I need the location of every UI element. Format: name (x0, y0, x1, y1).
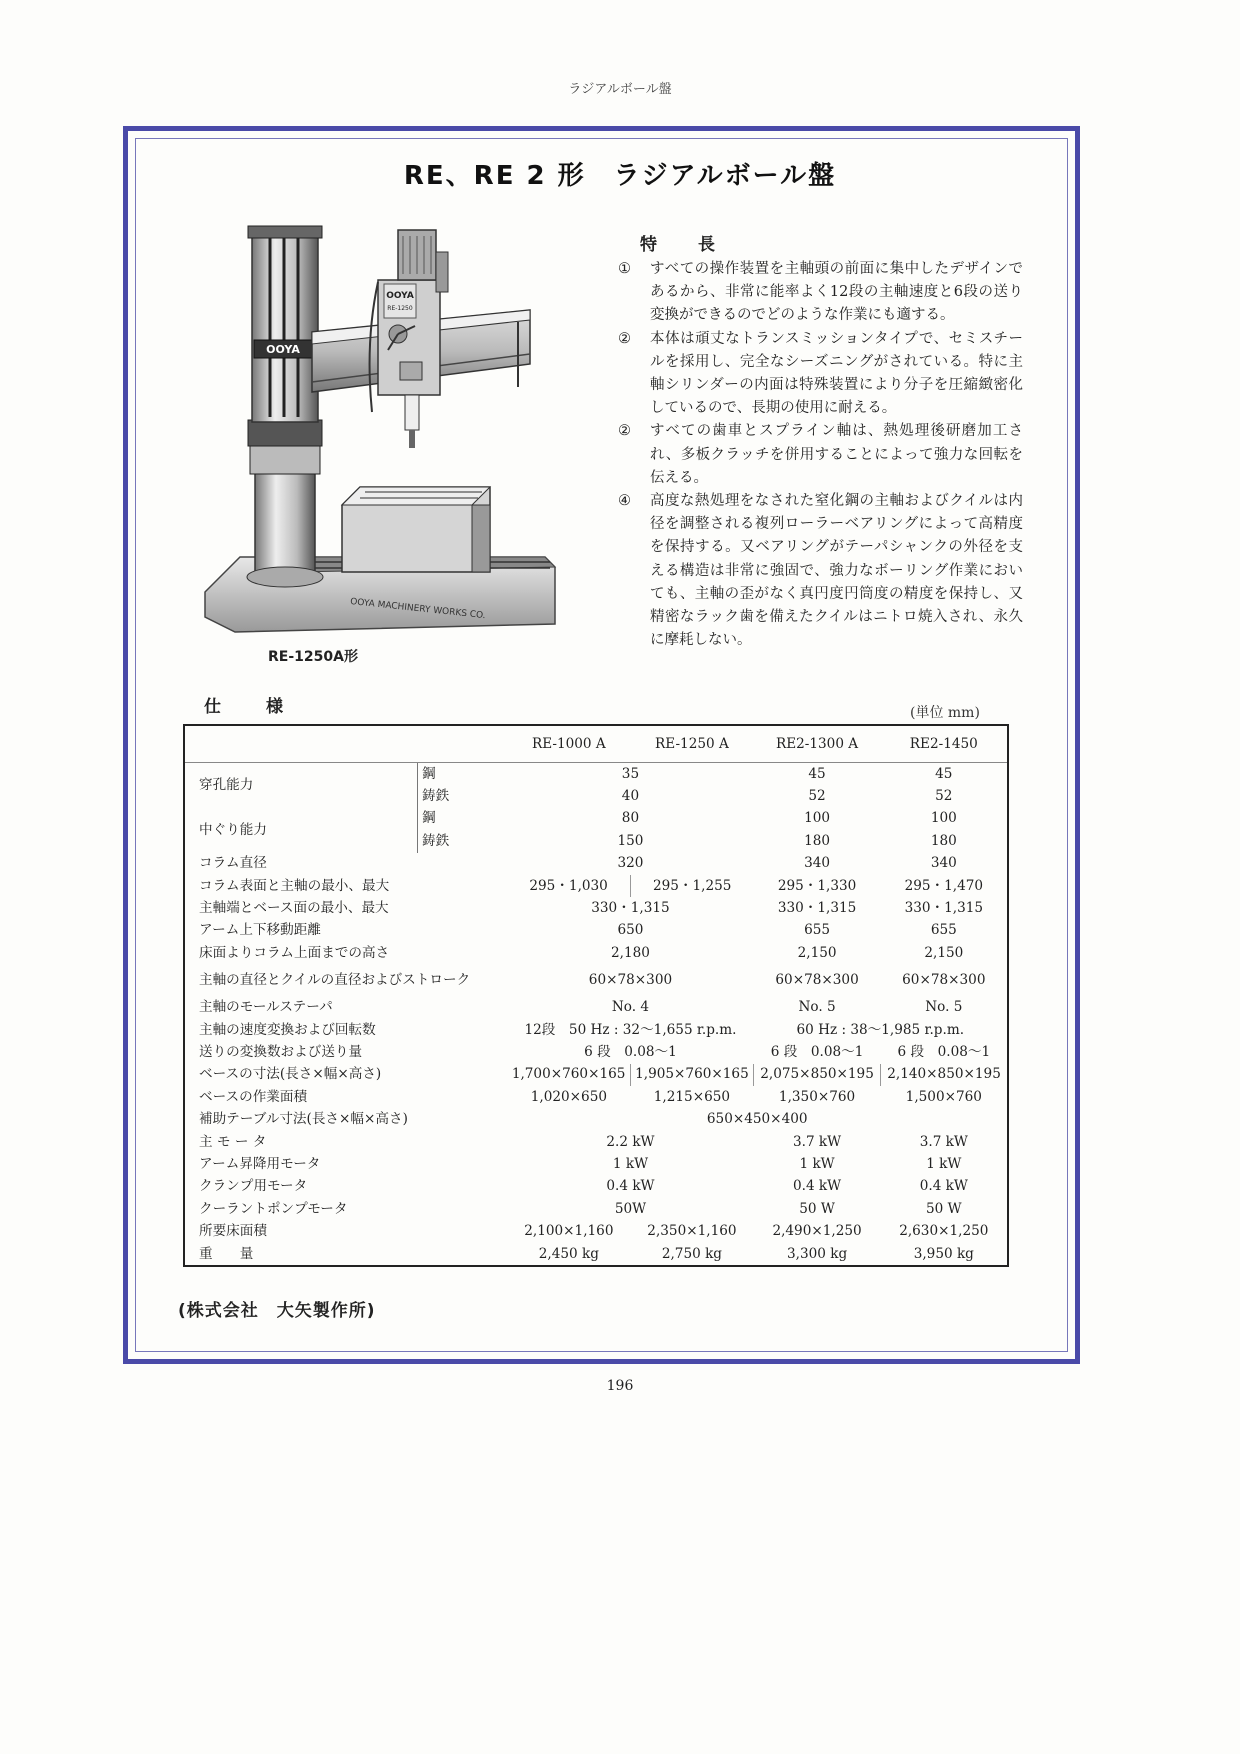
cell-value: 3,300 kg (786, 1245, 848, 1262)
table-row (184, 1220, 1008, 1242)
spec-table (183, 724, 1009, 1267)
cell-value: 1,215×650 (653, 1088, 731, 1105)
row-label: 床面よりコラム上面までの高さ (199, 944, 390, 961)
cell-value: 35 (621, 765, 640, 782)
row-label: コラム表面と主軸の最小、最大 (199, 877, 390, 894)
cell-value: 60×78×300 (902, 972, 986, 989)
cell-value: 2,180 (611, 944, 650, 961)
cell-value: 2,450 kg (538, 1245, 599, 1262)
table-row (184, 1064, 1008, 1086)
cell-value: 2,150 (797, 944, 837, 961)
material-label: 鋼 (418, 763, 508, 786)
cell-value: 60×78×300 (775, 972, 859, 989)
row-label: 主軸のモールステーパ (199, 999, 333, 1016)
cell-value: 1 kW (926, 1155, 962, 1172)
row-label: クランプ用モータ (199, 1178, 308, 1195)
feature-number: ② (618, 423, 631, 440)
cell-value: 3,950 kg (913, 1245, 974, 1262)
material-label: 鋳鉄 (418, 785, 508, 807)
cell-value: 1 kW (799, 1155, 835, 1172)
cell-value: 655 (804, 922, 831, 939)
table-row (184, 997, 1008, 1019)
cell-value: 295・1,030 (507, 875, 630, 897)
feature-text: すべての歯車とスプライン軸は、熱処理後研磨加工され、多板クラッチを併用することによって強力な回転を伝える。 (650, 423, 1023, 486)
cell-value: 0.4 kW (606, 1178, 655, 1195)
page-number: 196 (606, 1378, 634, 1394)
cell-value: 6 段 0.08〜1 (770, 1043, 864, 1060)
table-row (184, 1153, 1008, 1175)
spec-header-blank (184, 725, 507, 763)
row-label: 送りの変換数および送り量 (199, 1043, 363, 1060)
material-label: 鋳鉄 (418, 830, 508, 852)
feature-item (618, 490, 1023, 652)
cell-value: 2,140×850×195 (887, 1066, 1001, 1083)
cell-value: 2,150 (924, 944, 964, 961)
feature-number: ④ (618, 493, 631, 510)
cell-value: 100 (930, 810, 957, 827)
cell-value: 295・1,470 (904, 877, 984, 894)
cell-value: No. 4 (611, 999, 650, 1016)
row-label: アーム上下移動距離 (199, 922, 321, 939)
photo-caption: RE-1250A形 (268, 649, 358, 665)
cell-value: 3.7 kW (919, 1133, 968, 1150)
cell-value: 2,350×1,160 (647, 1223, 737, 1240)
cell-value: 0.4 kW (792, 1178, 842, 1195)
head-brand-plate: OOYA (386, 291, 414, 301)
cell-value: 2,750 kg (661, 1245, 723, 1262)
cell-value: 2.2 kW (606, 1133, 655, 1150)
cell-value: 45 (935, 765, 953, 782)
cell-value: 50 W (926, 1200, 962, 1217)
unit-note: (単位 mm) (910, 705, 980, 721)
table-row (184, 1019, 1008, 1041)
feature-item (618, 328, 1023, 421)
features-heading: 特 長 (640, 235, 727, 255)
cell-value: No. 5 (925, 999, 963, 1016)
table-row (184, 808, 1008, 830)
cell-value: 1 kW (612, 1155, 649, 1172)
row-label: コラム直径 (199, 855, 267, 872)
row-label: 補助テーブル寸法(長さ×幅×高さ) (199, 1111, 408, 1128)
table-row (184, 942, 1008, 964)
base-text: OOYA MACHINERY WORKS CO. (349, 597, 486, 622)
model-header: RE2-1300 A (754, 725, 881, 763)
cell-value: 2,075×850×195 (754, 1064, 881, 1086)
cell-value: 2,630×1,250 (899, 1223, 989, 1240)
cell-value: 45 (808, 765, 826, 782)
table-row (184, 1108, 1008, 1130)
cell-value: No. 5 (798, 999, 836, 1016)
cell-value: 6 段 0.08〜1 (897, 1043, 991, 1060)
table-row (184, 897, 1008, 919)
cell-value: 330・1,315 (591, 900, 670, 917)
cell-value: 180 (804, 832, 831, 849)
cell-value: 0.4 kW (919, 1178, 968, 1195)
material-label: 鋼 (418, 808, 508, 830)
table-row (184, 965, 1008, 997)
row-label: 穿孔能力 (199, 776, 254, 793)
cell-value: 52 (808, 788, 826, 805)
feature-number: ① (618, 261, 631, 277)
cell-value: 655 (930, 922, 957, 939)
table-row (184, 763, 1008, 786)
table-row (184, 1086, 1008, 1108)
cell-value: 2,100×1,160 (524, 1223, 614, 1240)
row-label: クーラントポンプモータ (199, 1200, 348, 1217)
table-row (184, 853, 1008, 875)
running-head: ラジアルボール盤 (568, 82, 672, 97)
cell-value: 180 (930, 832, 957, 849)
cell-value: 330・1,315 (777, 900, 857, 917)
table-row (184, 1176, 1008, 1198)
feature-item (618, 258, 1023, 328)
row-label: 重 量 (199, 1245, 254, 1262)
cell-value: 295・1,330 (777, 877, 857, 894)
cell-value: 60 Hz : 38〜1,985 r.p.m. (796, 1021, 965, 1038)
table-row (184, 920, 1008, 942)
row-label: ベースの寸法(長さ×幅×高さ) (199, 1066, 382, 1083)
manufacturer: (株式会社 大矢製作所) (178, 1301, 376, 1321)
cell-value: 80 (621, 810, 640, 827)
row-label: 主軸の直径とクイルの直径およびストローク (199, 972, 471, 989)
cell-value: 3.7 kW (792, 1133, 842, 1150)
cell-value: 340 (930, 855, 957, 872)
cell-value: 1,905×760×165 (630, 1064, 753, 1086)
row-label: 主 モ ー タ (199, 1133, 267, 1150)
cell-value: 60×78×300 (588, 972, 673, 989)
cell-value: 650×450×400 (706, 1111, 808, 1128)
cell-value: 1,020×650 (530, 1088, 607, 1105)
row-label: ベースの作業面積 (199, 1088, 308, 1105)
model-plate: RE-1250 (387, 305, 413, 312)
cell-value: 330・1,315 (904, 900, 984, 917)
model-header: RE-1000 A (507, 725, 630, 763)
cell-value: 12段 50 Hz : 32〜1,655 r.p.m. (524, 1021, 737, 1038)
table-row (184, 1243, 1008, 1266)
row-label: 所要床面積 (199, 1223, 267, 1240)
model-header: RE-1250 A (630, 725, 753, 763)
cell-value: 340 (804, 855, 831, 872)
machine-photo (200, 222, 570, 652)
cell-value: 50W (614, 1200, 647, 1217)
cell-value: 52 (935, 788, 953, 805)
table-row (184, 1198, 1008, 1220)
cell-value: 1,500×760 (905, 1088, 982, 1105)
cell-value: 1,700×760×165 (507, 1064, 630, 1086)
feature-number: ② (618, 330, 631, 347)
spec-heading: 仕 様 (204, 697, 297, 717)
cell-value: 100 (804, 810, 831, 827)
cell-value: 320 (617, 855, 644, 872)
feature-text: 高度な熱処理をなされた窒化鋼の主軸およびクイルは内径を調整される複列ローラーベアリングによって高精度を保持する。又ベアリングがテーパシャンクの外径を支える構造は非常に強固で、強力なボーリング作業においても、主軸の歪がなく真円度円筒度の精度を保持し、又精密なラック歯を備えたクイルはニトロ焼入され、永久に摩耗しない。 (650, 493, 1023, 649)
feature-item (618, 420, 1023, 490)
row-label: 中ぐり能力 (199, 821, 267, 838)
model-header: RE2-1450 (881, 725, 1008, 763)
cell-value: 650 (617, 922, 644, 939)
feature-text: 本体は頑丈なトランスミッションタイプで、セミスチールを採用し、完全なシーズニングがされている。特に主軸シリンダーの内面は特殊装置により分子を圧縮緻密化しているので、長期の使用に耐える。 (650, 330, 1023, 417)
cell-value: 1,350×760 (778, 1088, 856, 1105)
cell-value: 40 (621, 788, 640, 805)
cell-value: 6 段 0.08〜1 (584, 1043, 677, 1060)
features-list (618, 258, 1023, 652)
cell-value: 2,490×1,250 (772, 1223, 862, 1240)
feature-text: すべての操作装置を主軸頭の前面に集中したデザインであるから、非常に能率よく12段の主軸速度と6段の送り変換ができるのでどのような作業にも適する。 (650, 261, 1023, 324)
cell-value: 50 W (799, 1200, 835, 1217)
cell-value: 295・1,255 (652, 877, 732, 894)
cell-value: 150 (617, 832, 644, 849)
spec-header-row (184, 725, 1008, 763)
row-label: 主軸端とベース面の最小、最大 (199, 900, 389, 917)
table-row (184, 1131, 1008, 1153)
row-label: 主軸の速度変換および回転数 (199, 1021, 376, 1038)
table-row (184, 875, 1008, 897)
page-title: RE、RE 2 形 ラジアルボール盤 (403, 161, 837, 191)
table-row (184, 1041, 1008, 1063)
brand-plate: OOYA (266, 343, 300, 356)
row-label: アーム昇降用モータ (199, 1155, 321, 1172)
